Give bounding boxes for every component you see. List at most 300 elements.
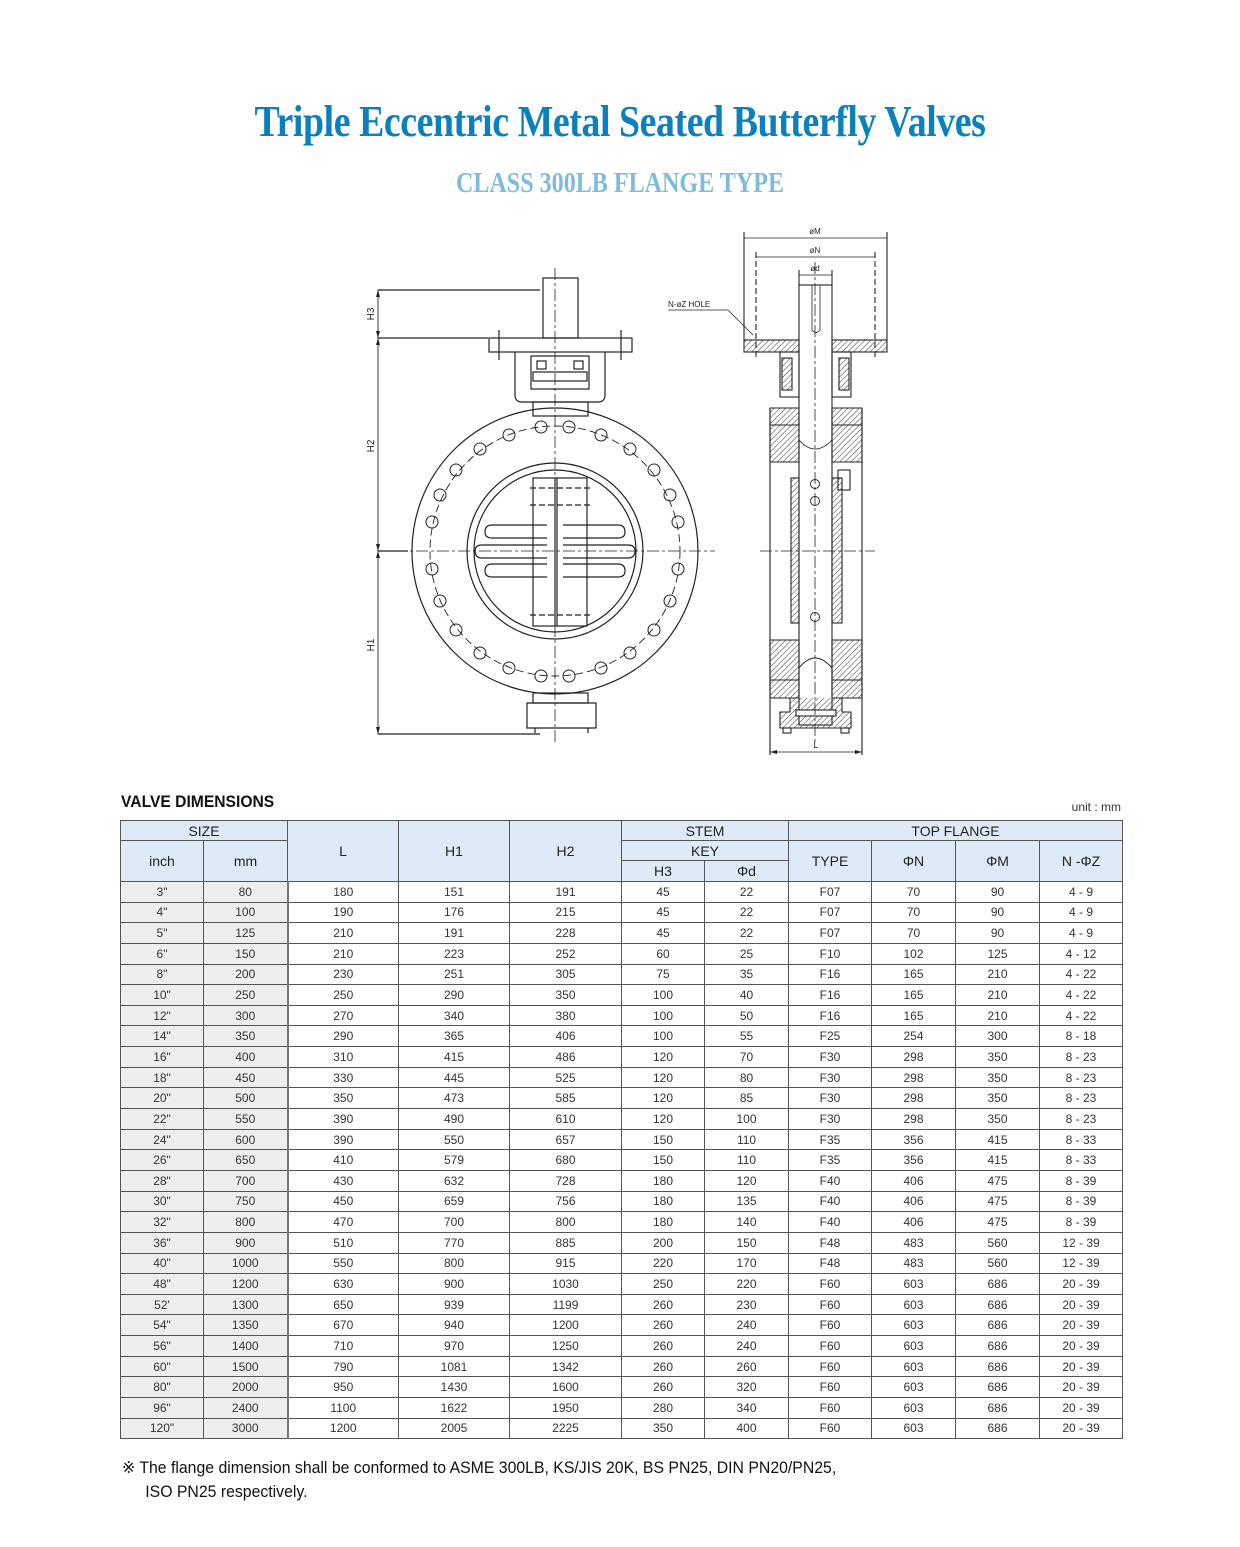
label-l: L: [813, 740, 819, 750]
cell-inch: 60": [121, 1356, 204, 1377]
cell-l: 390: [288, 1109, 399, 1130]
header-top-flange: TOP FLANGE: [789, 821, 1123, 841]
cell-l: 390: [288, 1129, 399, 1150]
cell-phi-m: 475: [956, 1212, 1040, 1233]
cell-mm: 2400: [204, 1398, 288, 1419]
cell-h1: 365: [399, 1026, 510, 1047]
cell-h2: 1030: [510, 1274, 622, 1295]
cell-h3: 120: [622, 1047, 705, 1068]
cell-phi-m: 90: [956, 923, 1040, 944]
cell-l: 210: [288, 923, 399, 944]
header-n-phi-z: N -ΦZ: [1040, 841, 1123, 882]
cell-type: F25: [789, 1026, 872, 1047]
cell-l: 1200: [288, 1418, 399, 1439]
cell-n-phi-z: 4 - 9: [1040, 902, 1123, 923]
cell-h3: 100: [622, 985, 705, 1006]
cell-n-phi-z: 12 - 39: [1040, 1232, 1123, 1253]
cell-n-phi-z: 8 - 23: [1040, 1067, 1123, 1088]
cell-phi-m: 686: [956, 1418, 1040, 1439]
cell-h3: 260: [622, 1315, 705, 1336]
cell-h3: 100: [622, 1005, 705, 1026]
cell-h2: 1950: [510, 1398, 622, 1419]
table-row: [121, 1232, 1123, 1253]
cell-phi-d: 120: [705, 1170, 789, 1191]
cell-mm: 3000: [204, 1418, 288, 1439]
table-row: [121, 985, 1123, 1006]
cell-inch: 28": [121, 1170, 204, 1191]
cell-type: F40: [789, 1191, 872, 1212]
cell-type: F60: [789, 1274, 872, 1295]
cell-h3: 350: [622, 1418, 705, 1439]
cell-h1: 770: [399, 1232, 510, 1253]
cell-l: 450: [288, 1191, 399, 1212]
cell-l: 1100: [288, 1398, 399, 1419]
cell-phi-n: 70: [872, 902, 956, 923]
header-key: KEY: [622, 841, 789, 861]
header-size: SIZE: [121, 821, 288, 841]
cell-type: F30: [789, 1109, 872, 1130]
cell-l: 630: [288, 1274, 399, 1295]
cell-phi-n: 165: [872, 985, 956, 1006]
cell-h1: 700: [399, 1212, 510, 1233]
cell-mm: 600: [204, 1129, 288, 1150]
header-l: L: [288, 821, 399, 882]
cell-l: 470: [288, 1212, 399, 1233]
cell-l: 190: [288, 902, 399, 923]
cell-phi-d: 22: [705, 902, 789, 923]
cell-mm: 300: [204, 1005, 288, 1026]
cell-inch: 30": [121, 1191, 204, 1212]
top-flange-plate: [489, 338, 632, 352]
cell-phi-n: 298: [872, 1067, 956, 1088]
cell-phi-d: 85: [705, 1088, 789, 1109]
header-h3: H3: [622, 861, 705, 882]
table-row: [121, 1418, 1123, 1439]
cell-mm: 700: [204, 1170, 288, 1191]
side-view: [668, 232, 887, 755]
cell-h1: 191: [399, 923, 510, 944]
cell-phi-m: 210: [956, 985, 1040, 1006]
cell-h1: 970: [399, 1336, 510, 1357]
cell-phi-m: 350: [956, 1047, 1040, 1068]
cell-phi-n: 70: [872, 882, 956, 903]
cell-h2: 610: [510, 1109, 622, 1130]
cell-phi-m: 686: [956, 1315, 1040, 1336]
cell-l: 330: [288, 1067, 399, 1088]
table-row: [121, 882, 1123, 903]
cell-phi-d: 260: [705, 1356, 789, 1377]
cell-phi-n: 603: [872, 1356, 956, 1377]
cell-h2: 350: [510, 985, 622, 1006]
cell-phi-d: 35: [705, 964, 789, 985]
cell-h1: 415: [399, 1047, 510, 1068]
cell-phi-m: 350: [956, 1109, 1040, 1130]
cell-h1: 151: [399, 882, 510, 903]
table-row: [121, 1398, 1123, 1419]
cell-h1: 550: [399, 1129, 510, 1150]
cell-h3: 150: [622, 1129, 705, 1150]
header-type: TYPE: [789, 841, 872, 882]
cell-n-phi-z: 20 - 39: [1040, 1336, 1123, 1357]
cell-h2: 1342: [510, 1356, 622, 1377]
cell-n-phi-z: 4 - 22: [1040, 985, 1123, 1006]
cell-type: F60: [789, 1294, 872, 1315]
cell-type: F60: [789, 1336, 872, 1357]
cell-phi-m: 686: [956, 1336, 1040, 1357]
cell-inch: 40": [121, 1253, 204, 1274]
cell-phi-d: 80: [705, 1067, 789, 1088]
cell-phi-d: 320: [705, 1377, 789, 1398]
cell-phi-n: 356: [872, 1150, 956, 1171]
cell-phi-m: 560: [956, 1232, 1040, 1253]
table-row: [121, 1356, 1123, 1377]
cell-phi-n: 406: [872, 1191, 956, 1212]
cell-phi-d: 150: [705, 1232, 789, 1253]
cell-h3: 200: [622, 1232, 705, 1253]
footnote-line-1: ※ The flange dimension shall be conformed to ASME 300LB, KS/JIS 20K, BS PN25, DIN PN20/PN25,: [122, 1458, 837, 1477]
cell-phi-d: 340: [705, 1398, 789, 1419]
cell-phi-m: 686: [956, 1294, 1040, 1315]
label-phi-m: øM: [809, 227, 821, 236]
table-row: [121, 1109, 1123, 1130]
label-hole: N-øZ HOLE: [668, 300, 711, 309]
cell-h1: 223: [399, 943, 510, 964]
cell-phi-d: 55: [705, 1026, 789, 1047]
cell-phi-m: 300: [956, 1026, 1040, 1047]
cell-phi-d: 240: [705, 1315, 789, 1336]
cell-phi-n: 603: [872, 1315, 956, 1336]
cell-h2: 305: [510, 964, 622, 985]
disc-left: [791, 478, 799, 623]
cell-inch: 54": [121, 1315, 204, 1336]
cell-h2: 885: [510, 1232, 622, 1253]
cell-phi-n: 483: [872, 1253, 956, 1274]
header-h2: H2: [510, 821, 622, 882]
table-row: [121, 1212, 1123, 1233]
cell-mm: 100: [204, 902, 288, 923]
cell-type: F60: [789, 1356, 872, 1377]
cell-mm: 500: [204, 1088, 288, 1109]
header-phi-d: Φd: [705, 861, 789, 882]
bottom-boss: [527, 703, 596, 728]
cell-mm: 1000: [204, 1253, 288, 1274]
cell-phi-d: 220: [705, 1274, 789, 1295]
cell-h3: 75: [622, 964, 705, 985]
cell-mm: 650: [204, 1150, 288, 1171]
table-row: [121, 1067, 1123, 1088]
cell-n-phi-z: 8 - 23: [1040, 1088, 1123, 1109]
cell-n-phi-z: 20 - 39: [1040, 1274, 1123, 1295]
valve-technical-drawing: [0, 220, 1240, 765]
cell-phi-n: 603: [872, 1336, 956, 1357]
cell-phi-d: 240: [705, 1336, 789, 1357]
cell-inch: 56": [121, 1336, 204, 1357]
cell-mm: 2000: [204, 1377, 288, 1398]
cell-mm: 350: [204, 1026, 288, 1047]
cell-mm: 1500: [204, 1356, 288, 1377]
cell-phi-m: 350: [956, 1088, 1040, 1109]
cell-inch: 4": [121, 902, 204, 923]
cell-type: F60: [789, 1398, 872, 1419]
stem-top: [543, 278, 578, 338]
cell-inch: 24": [121, 1129, 204, 1150]
cell-phi-d: 140: [705, 1212, 789, 1233]
cell-phi-d: 22: [705, 923, 789, 944]
cell-h2: 1250: [510, 1336, 622, 1357]
bracket: [515, 352, 605, 402]
cell-mm: 1200: [204, 1274, 288, 1295]
cell-inch: 10": [121, 985, 204, 1006]
cell-inch: 3": [121, 882, 204, 903]
cell-h2: 1199: [510, 1294, 622, 1315]
cell-h2: 191: [510, 882, 622, 903]
cell-type: F30: [789, 1067, 872, 1088]
cell-mm: 125: [204, 923, 288, 944]
cell-h3: 280: [622, 1398, 705, 1419]
table-row: [121, 1129, 1123, 1150]
cell-phi-m: 686: [956, 1377, 1040, 1398]
cell-h3: 60: [622, 943, 705, 964]
cell-type: F16: [789, 1005, 872, 1026]
cell-n-phi-z: 4 - 9: [1040, 923, 1123, 944]
cell-inch: 120": [121, 1418, 204, 1439]
cell-inch: 36": [121, 1232, 204, 1253]
cell-phi-m: 210: [956, 964, 1040, 985]
cell-phi-d: 400: [705, 1418, 789, 1439]
cell-phi-n: 70: [872, 923, 956, 944]
cell-phi-m: 350: [956, 1067, 1040, 1088]
cell-phi-d: 100: [705, 1109, 789, 1130]
cell-h1: 632: [399, 1170, 510, 1191]
disc-right: [832, 478, 842, 623]
cell-type: F07: [789, 902, 872, 923]
table-row: [121, 1047, 1123, 1068]
cell-h1: 579: [399, 1150, 510, 1171]
cell-inch: 5": [121, 923, 204, 944]
cell-n-phi-z: 4 - 22: [1040, 964, 1123, 985]
cell-h2: 915: [510, 1253, 622, 1274]
label-phi-d: ød: [810, 264, 820, 273]
cell-h1: 940: [399, 1315, 510, 1336]
cell-inch: 96": [121, 1398, 204, 1419]
cell-n-phi-z: 20 - 39: [1040, 1398, 1123, 1419]
cell-mm: 400: [204, 1047, 288, 1068]
cell-phi-n: 603: [872, 1294, 956, 1315]
cell-n-phi-z: 8 - 33: [1040, 1150, 1123, 1171]
cell-phi-n: 406: [872, 1212, 956, 1233]
cell-h1: 445: [399, 1067, 510, 1088]
cell-phi-d: 110: [705, 1129, 789, 1150]
table-row: [121, 964, 1123, 985]
cell-phi-d: 70: [705, 1047, 789, 1068]
cell-type: F30: [789, 1047, 872, 1068]
cell-h2: 680: [510, 1150, 622, 1171]
cell-phi-n: 356: [872, 1129, 956, 1150]
cell-h3: 180: [622, 1191, 705, 1212]
cell-phi-n: 298: [872, 1088, 956, 1109]
cell-type: F35: [789, 1129, 872, 1150]
cell-n-phi-z: 20 - 39: [1040, 1294, 1123, 1315]
label-phi-n: øN: [809, 246, 821, 255]
side-top-flange-right: [832, 340, 887, 352]
cell-phi-n: 603: [872, 1418, 956, 1439]
cell-h2: 2225: [510, 1418, 622, 1439]
table-row: [121, 1088, 1123, 1109]
cell-h2: 585: [510, 1088, 622, 1109]
cell-h2: 406: [510, 1026, 622, 1047]
cell-phi-d: 25: [705, 943, 789, 964]
cell-l: 430: [288, 1170, 399, 1191]
cell-l: 180: [288, 882, 399, 903]
cell-l: 290: [288, 1026, 399, 1047]
header-stem: STEM: [622, 821, 789, 841]
cell-phi-m: 415: [956, 1150, 1040, 1171]
cell-l: 790: [288, 1356, 399, 1377]
cell-h3: 45: [622, 882, 705, 903]
cell-mm: 250: [204, 985, 288, 1006]
cell-phi-m: 560: [956, 1253, 1040, 1274]
cell-inch: 48": [121, 1274, 204, 1295]
cell-h2: 228: [510, 923, 622, 944]
cell-type: F10: [789, 943, 872, 964]
cell-phi-d: 22: [705, 882, 789, 903]
cell-inch: 18": [121, 1067, 204, 1088]
header-mm: mm: [204, 841, 288, 882]
table-row: [121, 1253, 1123, 1274]
cell-type: F35: [789, 1150, 872, 1171]
cell-h3: 260: [622, 1356, 705, 1377]
cell-h3: 260: [622, 1377, 705, 1398]
cell-phi-m: 475: [956, 1170, 1040, 1191]
cell-phi-d: 50: [705, 1005, 789, 1026]
cell-h3: 180: [622, 1170, 705, 1191]
cell-h2: 756: [510, 1191, 622, 1212]
table-row: [121, 943, 1123, 964]
table-row: [121, 1294, 1123, 1315]
cell-h1: 2005: [399, 1418, 510, 1439]
cell-phi-m: 90: [956, 902, 1040, 923]
header-phi-m: ΦM: [956, 841, 1040, 882]
cell-h2: 728: [510, 1170, 622, 1191]
cell-l: 650: [288, 1294, 399, 1315]
cell-mm: 900: [204, 1232, 288, 1253]
cell-type: F60: [789, 1377, 872, 1398]
cell-phi-n: 603: [872, 1377, 956, 1398]
cell-h2: 657: [510, 1129, 622, 1150]
cell-h2: 1200: [510, 1315, 622, 1336]
cell-inch: 8": [121, 964, 204, 985]
front-view: [376, 268, 715, 742]
cell-type: F16: [789, 964, 872, 985]
cell-phi-n: 165: [872, 1005, 956, 1026]
cell-l: 350: [288, 1088, 399, 1109]
cell-type: F40: [789, 1170, 872, 1191]
header-h1: H1: [399, 821, 510, 882]
cell-mm: 1400: [204, 1336, 288, 1357]
cell-phi-d: 135: [705, 1191, 789, 1212]
cell-n-phi-z: 20 - 39: [1040, 1356, 1123, 1377]
cell-type: F40: [789, 1212, 872, 1233]
cell-phi-n: 298: [872, 1047, 956, 1068]
cell-h2: 1600: [510, 1377, 622, 1398]
cell-h2: 486: [510, 1047, 622, 1068]
cell-l: 210: [288, 943, 399, 964]
header-phi-n: ΦN: [872, 841, 956, 882]
cell-n-phi-z: 4 - 22: [1040, 1005, 1123, 1026]
valve-dimensions-table: [120, 820, 1123, 1439]
cell-mm: 200: [204, 964, 288, 985]
cell-mm: 750: [204, 1191, 288, 1212]
cell-n-phi-z: 8 - 23: [1040, 1109, 1123, 1130]
cell-h1: 1622: [399, 1398, 510, 1419]
cell-n-phi-z: 20 - 39: [1040, 1315, 1123, 1336]
cell-phi-n: 254: [872, 1026, 956, 1047]
cell-type: F30: [789, 1088, 872, 1109]
cell-n-phi-z: 4 - 9: [1040, 882, 1123, 903]
cell-h3: 150: [622, 1150, 705, 1171]
header-inch: inch: [121, 841, 204, 882]
cell-mm: 1350: [204, 1315, 288, 1336]
unit-label: unit : mm: [1071, 800, 1121, 814]
cell-h3: 120: [622, 1109, 705, 1130]
cell-h3: 260: [622, 1294, 705, 1315]
cell-h2: 525: [510, 1067, 622, 1088]
cell-h1: 490: [399, 1109, 510, 1130]
cell-phi-m: 686: [956, 1356, 1040, 1377]
cell-h2: 252: [510, 943, 622, 964]
table-row: [121, 923, 1123, 944]
side-top-flange-left: [744, 340, 799, 352]
bolt-holes: [424, 421, 684, 682]
table-row: [121, 1336, 1123, 1357]
table-row: [121, 1150, 1123, 1171]
label-h2: H2: [366, 439, 377, 453]
cell-n-phi-z: 12 - 39: [1040, 1253, 1123, 1274]
cell-phi-d: 230: [705, 1294, 789, 1315]
cell-h1: 176: [399, 902, 510, 923]
cell-inch: 20": [121, 1088, 204, 1109]
label-h1: H1: [366, 638, 377, 652]
cell-phi-m: 210: [956, 1005, 1040, 1026]
cell-inch: 80": [121, 1377, 204, 1398]
cell-n-phi-z: 8 - 18: [1040, 1026, 1123, 1047]
cell-h3: 120: [622, 1088, 705, 1109]
cell-l: 550: [288, 1253, 399, 1274]
cell-l: 270: [288, 1005, 399, 1026]
cell-inch: 16": [121, 1047, 204, 1068]
side-stem: [799, 285, 832, 725]
cell-mm: 80: [204, 882, 288, 903]
cell-h1: 473: [399, 1088, 510, 1109]
cell-h3: 250: [622, 1274, 705, 1295]
cell-type: F16: [789, 985, 872, 1006]
table-row: [121, 1005, 1123, 1026]
cell-phi-m: 475: [956, 1191, 1040, 1212]
page-title: Triple Eccentric Metal Seated Butterfly Valves: [254, 97, 986, 146]
cell-type: F60: [789, 1418, 872, 1439]
cell-h3: 120: [622, 1067, 705, 1088]
table-row: [121, 1377, 1123, 1398]
cell-phi-n: 603: [872, 1398, 956, 1419]
cell-phi-m: 686: [956, 1274, 1040, 1295]
cell-l: 950: [288, 1377, 399, 1398]
table-row: [121, 1026, 1123, 1047]
cell-h2: 380: [510, 1005, 622, 1026]
cell-mm: 450: [204, 1067, 288, 1088]
cell-phi-n: 165: [872, 964, 956, 985]
cell-phi-n: 483: [872, 1232, 956, 1253]
table-row: [121, 1170, 1123, 1191]
